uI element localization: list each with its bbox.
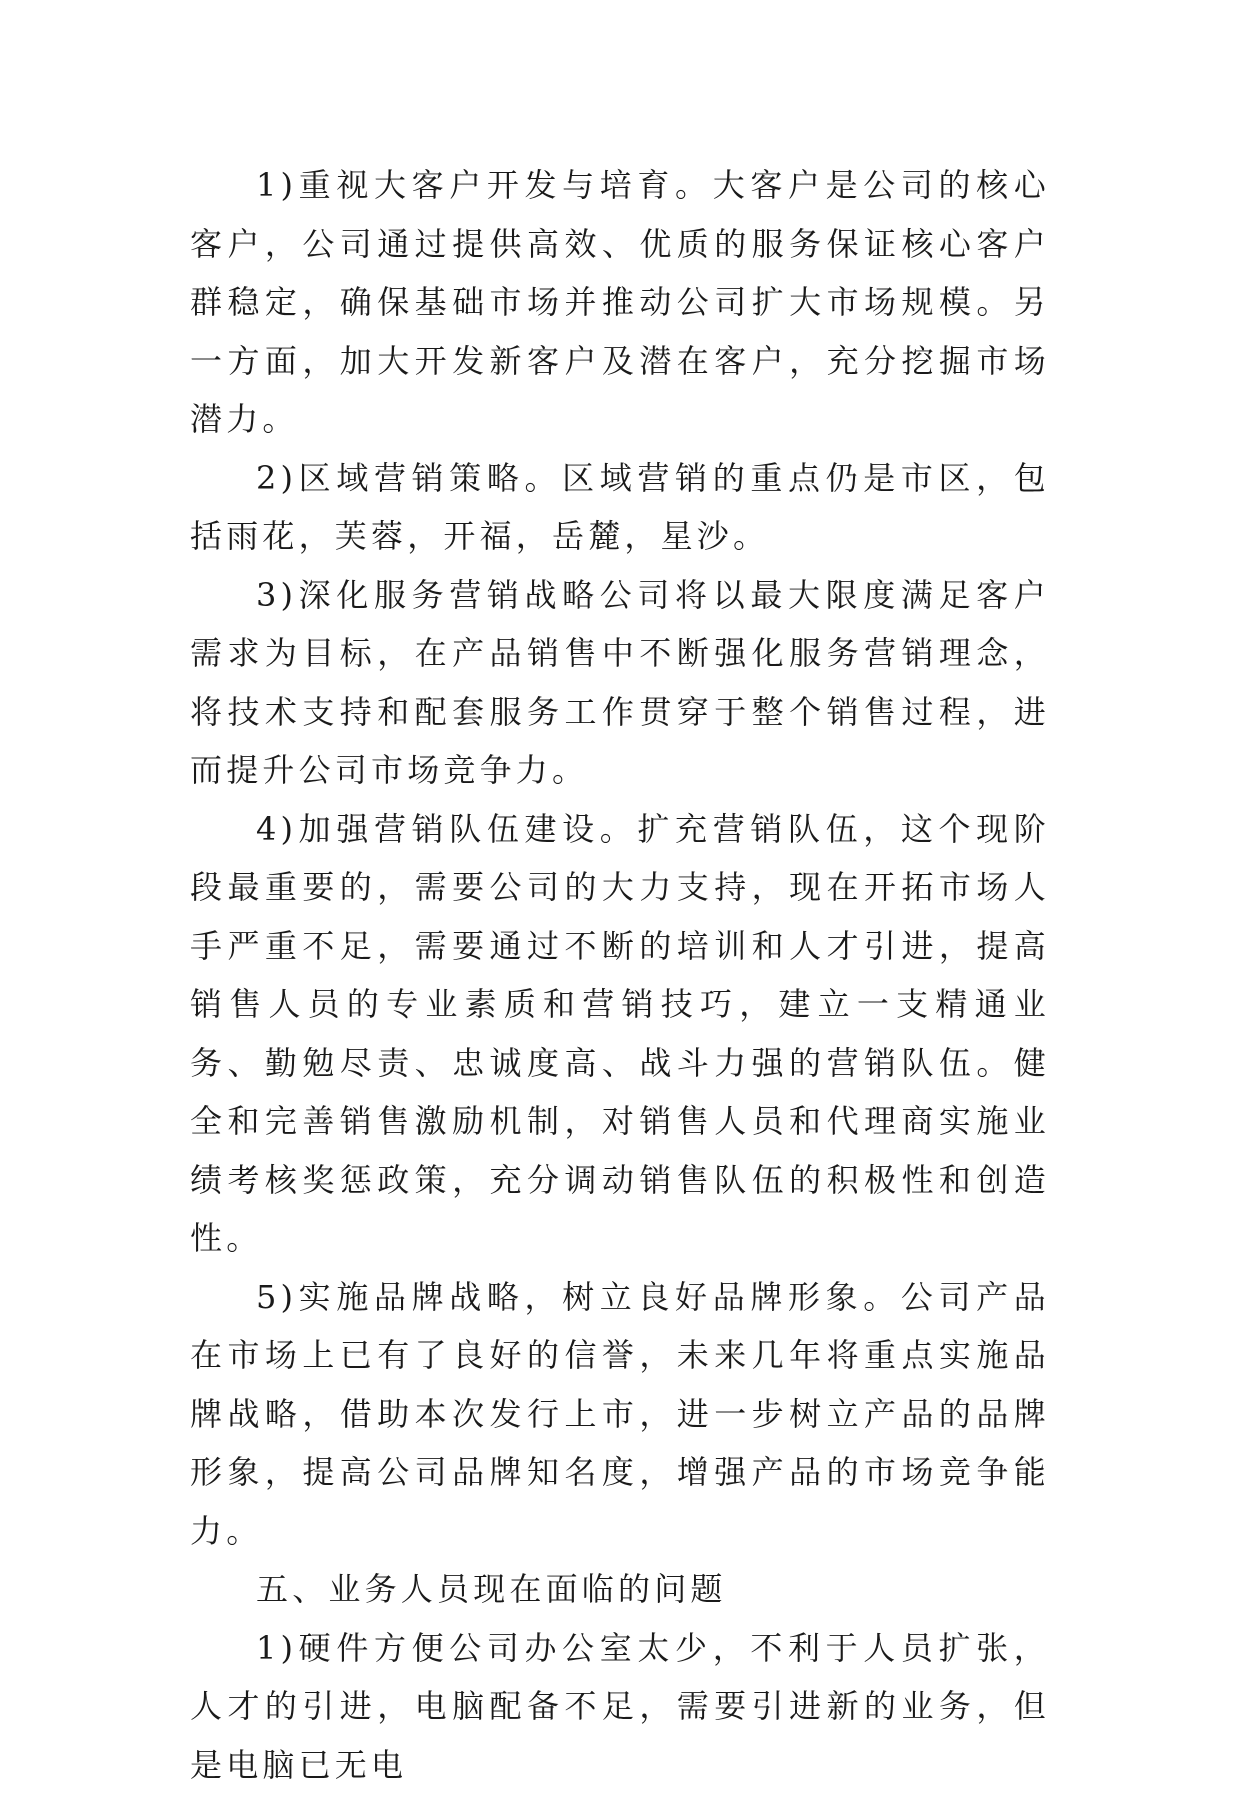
paragraph-hardware-issues: 1)硬件方便公司办公室太少，不利于人员扩张，人才的引进，电脑配备不足，需要引进新的业务，但是电脑已无电 [190,1619,1050,1794]
paragraph-sales-team: 4)加强营销队伍建设。扩充营销队伍，这个现阶段最重要的，需要公司的大力支持，现在开拓市场人手严重不足，需要通过不断的培训和人才引进，提高销售人员的专业素质和营销技巧，建立一支精通业务、勤勉尽责、忠诚度高、战斗力强的营销队伍。健全和完善销售激励机制，对销售人员和代理商实施业绩考核奖惩政策，充分调动销售队伍的积极性和创造性。 [190,800,1050,1268]
section-heading-problems: 五、业务人员现在面临的问题 [190,1560,1050,1619]
document-body [190,156,1050,1794]
paragraph-key-accounts: 1)重视大客户开发与培育。大客户是公司的核心客户，公司通过提供高效、优质的服务保证核心客户群稳定，确保基础市场并推动公司扩大市场规模。另一方面，加大开发新客户及潜在客户，充分挖掘市场潜力。 [190,156,1050,449]
paragraph-regional-marketing: 2)区域营销策略。区域营销的重点仍是市区，包括雨花，芙蓉，开福，岳麓，星沙。 [190,449,1050,566]
paragraph-brand-strategy: 5)实施品牌战略，树立良好品牌形象。公司产品在市场上已有了良好的信誉，未来几年将重点实施品牌战略，借助本次发行上市，进一步树立产品的品牌形象，提高公司品牌知名度，增强产品的市场竞争能力。 [190,1268,1050,1561]
paragraph-service-marketing: 3)深化服务营销战略公司将以最大限度满足客户需求为目标，在产品销售中不断强化服务营销理念，将技术支持和配套服务工作贯穿于整个销售过程，进而提升公司市场竞争力。 [190,566,1050,800]
